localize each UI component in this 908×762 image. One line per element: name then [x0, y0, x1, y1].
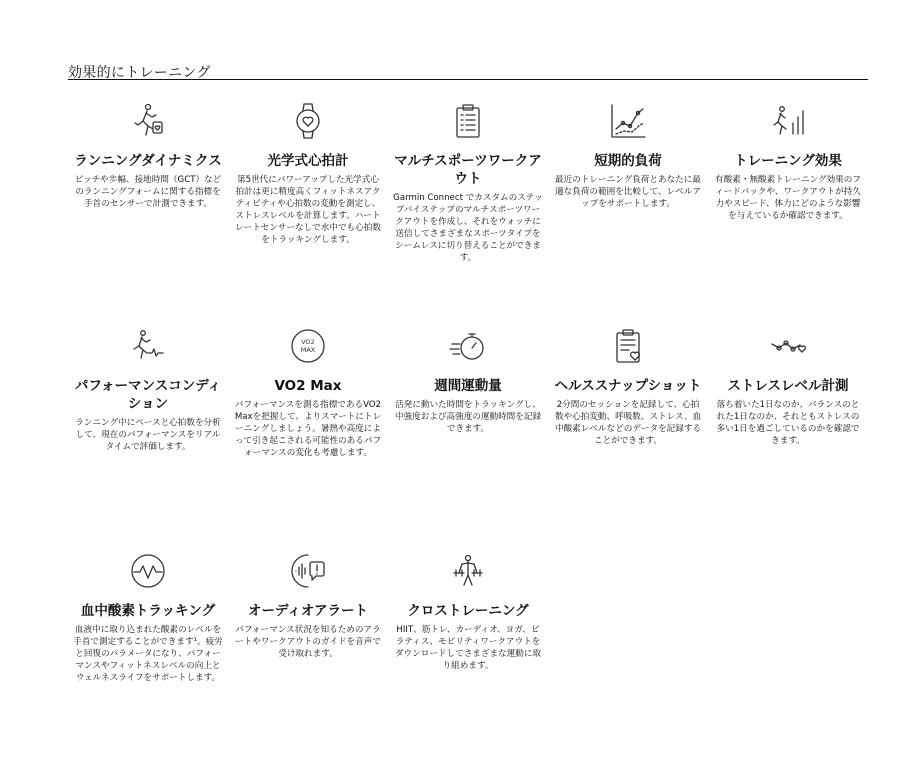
running-pulse-icon	[125, 323, 171, 369]
feature-description: 落ち着いた1日なのか、バランスのとれた1日なのか、それともストレスの多い1日を過ごしているのかを確認できます。	[716, 400, 860, 446]
vo2max-icon	[285, 323, 331, 369]
watch-heart-icon	[285, 98, 331, 144]
feature-description: ランニング中にペースと心拍数を分析して、現在のパフォーマンスをリアルタイムで評価します。	[75, 418, 221, 452]
feature-pulse-ox	[68, 542, 228, 762]
feature-title: オーディオアラート	[247, 603, 368, 619]
feature-optical-hr	[228, 92, 388, 317]
section-title: 効果的にトレーニング	[68, 65, 211, 81]
feature-description: パフォーマンスを測る指標であるVO2 Maxを把握して、よりスマートにトレーニングしましょう。暑熱や高度によって引き起こされる可能性のあるパフォーマンスの変化も考慮します。	[234, 400, 382, 458]
feature-description: 最近のトレーニング負荷とあなたに最適な負荷の範囲を比較して、レベルアップをサポートします。	[555, 175, 701, 209]
feature-audio-alerts	[228, 542, 388, 762]
feature-description: 有酸素・無酸素トレーニング効果のフィードバックや、ワークアウトが持久力やスピード、体力にどのような影響を与えているか確認できます。	[715, 175, 861, 221]
feature-description: 2分間のセッションを記録して、心拍数や心拍変動、呼吸数、ストレス、血中酸素レベルなどのデータを記録することができます。	[554, 400, 702, 446]
vo2max-icon-text: VO2	[301, 338, 315, 346]
feature-description: Garmin Connect でカスタムのステップバイステップのマルチスポーツワークアウトを作成し、それをウォッチに送信してさまざまなスポーツタイプをシームレスに切り替えることができます。	[393, 193, 543, 263]
feature-title: クロストレーニング	[407, 603, 529, 619]
cross-training-icon	[445, 548, 491, 594]
feature-title: 血中酸素トラッキング	[80, 603, 216, 619]
stopwatch-icon	[445, 323, 491, 369]
feature-title: ランニングダイナミクス	[74, 153, 222, 169]
feature-title: ヘルススナップショット	[554, 378, 702, 394]
feature-stress-tracking	[708, 317, 868, 542]
feature-description: ピッチや歩幅、接地時間（GCT）などのランニングフォームに関する指標を手首のセンサーで計測できます。	[74, 175, 222, 209]
title-divider	[68, 79, 868, 80]
feature-intensity-minutes	[388, 317, 548, 542]
feature-title: ストレスレベル計測	[727, 378, 849, 394]
feature-health-snapshot	[548, 317, 708, 542]
feature-description: パフォーマンス状況を知るためのアラートやワークアウトのガイドを音声で受け取れます。	[235, 625, 381, 659]
feature-description: 血液中に取り込まれた酸素のレベルを手首で測定することができます¹。疲労と回復のパラメータになり、パフォーマンスやフィットネスレベルの向上とウェルネスライフをサポートします。	[73, 625, 223, 683]
feature-vo2max	[228, 317, 388, 542]
feature-multisport-workout	[388, 92, 548, 317]
feature-description: HIIT、筋トレ、カーディオ、ヨガ、ピラティス、モビリティワークアウトをダウンロードしてさまざまな運動に取り組めます。	[394, 625, 542, 671]
feature-title: 光学式心拍計	[267, 153, 349, 169]
feature-title: 週間運動量	[434, 378, 502, 394]
feature-description: 活発に動いた時間をトラッキングし、中強度および高強度の運動時間を記録できます。	[394, 400, 542, 434]
feature-title: パフォーマンスコンディション	[74, 378, 222, 412]
feature-description: 第5世代にパワーアップした光学式心拍計は更に精度高くフィットネスアクティビティや心拍数の変動を測定し、ストレスレベルを計算します。ハートレートセンサーなしで水中でも心拍数をトラッキングします。	[235, 175, 381, 245]
feature-title: マルチスポーツワークアウト	[394, 153, 542, 187]
pulse-ox-icon	[125, 548, 171, 594]
line-graph-icon	[605, 98, 651, 144]
audio-alert-icon	[285, 548, 331, 594]
feature-training-effect	[708, 92, 868, 317]
feature-title: VO2 Max	[274, 378, 342, 394]
feature-performance-condition	[68, 317, 228, 542]
running-heart-icon	[125, 98, 171, 144]
feature-grid	[68, 92, 868, 762]
runner-bars-icon	[765, 98, 811, 144]
feature-acute-load	[548, 92, 708, 317]
stress-wave-icon	[765, 323, 811, 369]
feature-running-dynamics	[68, 92, 228, 317]
feature-cross-training	[388, 542, 548, 762]
clipboard-heart-icon	[605, 323, 651, 369]
clipboard-workout-icon	[445, 98, 491, 144]
feature-title: トレーニング効果	[734, 153, 842, 169]
svg-text:MAX: MAX	[300, 346, 316, 354]
feature-title: 短期的負荷	[594, 153, 662, 169]
